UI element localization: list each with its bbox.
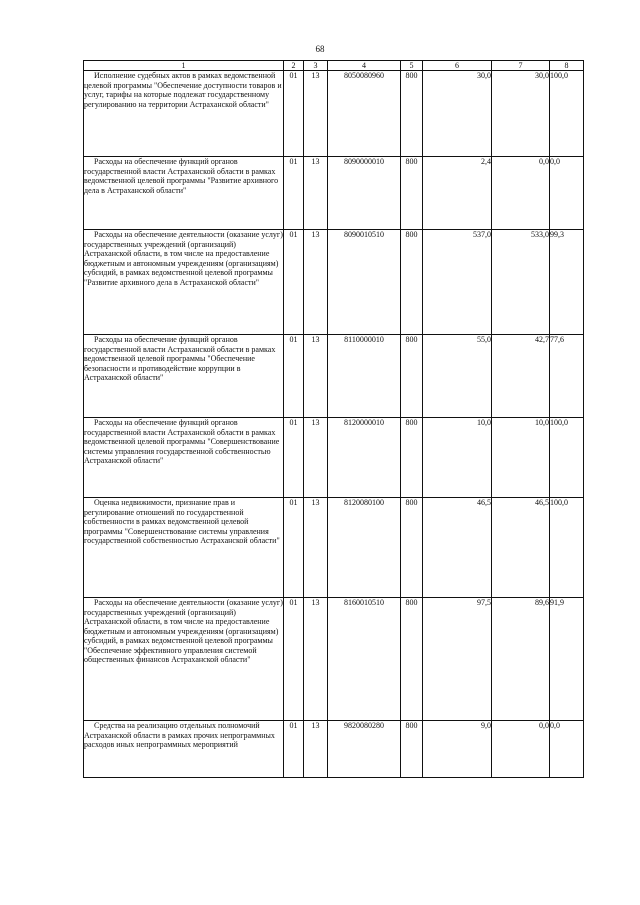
column-header: 6 xyxy=(423,61,492,71)
executed-amount: 46,5 xyxy=(492,498,550,598)
subsection-code: 13 xyxy=(304,335,328,418)
target-article-code: 8120080100 xyxy=(328,498,401,598)
page-number: 68 xyxy=(315,44,325,54)
planned-amount: 55,0 xyxy=(423,335,492,418)
section-code: 01 xyxy=(284,721,304,778)
column-header: 7 xyxy=(492,61,550,71)
execution-percent: 100,0 xyxy=(550,498,584,598)
row-description: Расходы на обеспечение функций органов государственной власти Астраханской области в рамках ведомственной целевой программы "Совершенствование системы управления государственной собственностью Астраханской области" xyxy=(84,418,284,498)
column-header: 8 xyxy=(550,61,584,71)
subsection-code: 13 xyxy=(304,157,328,230)
expense-type-code: 800 xyxy=(401,721,423,778)
table-row xyxy=(84,335,584,418)
planned-amount: 46,5 xyxy=(423,498,492,598)
table-row xyxy=(84,418,584,498)
expense-type-code: 800 xyxy=(401,498,423,598)
expense-type-code: 800 xyxy=(401,71,423,157)
column-header: 3 xyxy=(304,61,328,71)
execution-percent: 100,0 xyxy=(550,71,584,157)
section-code: 01 xyxy=(284,157,304,230)
subsection-code: 13 xyxy=(304,71,328,157)
section-code: 01 xyxy=(284,71,304,157)
execution-percent: 91,9 xyxy=(550,598,584,721)
executed-amount: 0,0 xyxy=(492,157,550,230)
executed-amount: 42,7 xyxy=(492,335,550,418)
row-description: Исполнение судебных актов в рамках ведомственной целевой программы "Обеспечение доступности товаров и услуг, тарифы на которые подлежат государственному регулированию на территории Астраханской области" xyxy=(84,71,284,157)
target-article-code: 8090010510 xyxy=(328,230,401,335)
expense-type-code: 800 xyxy=(401,335,423,418)
table-row xyxy=(84,498,584,598)
planned-amount: 30,0 xyxy=(423,71,492,157)
column-header: 4 xyxy=(328,61,401,71)
column-header: 2 xyxy=(284,61,304,71)
target-article-code: 8110000010 xyxy=(328,335,401,418)
executed-amount: 0,0 xyxy=(492,721,550,778)
column-header: 1 xyxy=(84,61,284,71)
target-article-code: 9820080280 xyxy=(328,721,401,778)
column-header: 5 xyxy=(401,61,423,71)
planned-amount: 537,0 xyxy=(423,230,492,335)
section-code: 01 xyxy=(284,498,304,598)
subsection-code: 13 xyxy=(304,598,328,721)
row-description: Средства на реализацию отдельных полномочий Астраханской области в рамках прочих непрограммных расходов иных непрограммных мероприятий xyxy=(84,721,284,778)
executed-amount: 30,0 xyxy=(492,71,550,157)
executed-amount: 89,6 xyxy=(492,598,550,721)
execution-percent: 0,0 xyxy=(550,157,584,230)
subsection-code: 13 xyxy=(304,418,328,498)
section-code: 01 xyxy=(284,418,304,498)
subsection-code: 13 xyxy=(304,230,328,335)
execution-percent: 77,6 xyxy=(550,335,584,418)
section-code: 01 xyxy=(284,335,304,418)
table-row xyxy=(84,598,584,721)
row-description: Расходы на обеспечение функций органов государственной власти Астраханской области в рамках ведомственной целевой программы "Обеспечение безопасности и противодействие коррупции в Астраханской области" xyxy=(84,335,284,418)
table-row xyxy=(84,157,584,230)
execution-percent: 99,3 xyxy=(550,230,584,335)
planned-amount: 10,0 xyxy=(423,418,492,498)
row-description: Расходы на обеспечение деятельности (оказание услуг) государственных учреждений (организаций) Астраханской области, в том числе на предоставление бюджетным и автономным учреждениям (организациям) субсидий, в рамках ведомственной целевой программы "Обеспечение эффективного управления системой общественных финансов Астраханской области" xyxy=(84,598,284,721)
section-code: 01 xyxy=(284,598,304,721)
header-row xyxy=(84,61,584,71)
subsection-code: 13 xyxy=(304,721,328,778)
target-article-code: 8120000010 xyxy=(328,418,401,498)
target-article-code: 8160010510 xyxy=(328,598,401,721)
executed-amount: 10,0 xyxy=(492,418,550,498)
execution-percent: 0,0 xyxy=(550,721,584,778)
table-row xyxy=(84,71,584,157)
subsection-code: 13 xyxy=(304,498,328,598)
planned-amount: 97,5 xyxy=(423,598,492,721)
table-row xyxy=(84,721,584,778)
target-article-code: 8090000010 xyxy=(328,157,401,230)
target-article-code: 8050080960 xyxy=(328,71,401,157)
section-code: 01 xyxy=(284,230,304,335)
expense-type-code: 800 xyxy=(401,230,423,335)
row-description: Расходы на обеспечение функций органов государственной власти Астраханской области в рамках ведомственной целевой программы "Развитие архивного дела в Астраханской области" xyxy=(84,157,284,230)
executed-amount: 533,0 xyxy=(492,230,550,335)
expense-type-code: 800 xyxy=(401,157,423,230)
row-description: Расходы на обеспечение деятельности (оказание услуг) государственных учреждений (организаций) Астраханской области, в том числе на предоставление бюджетным и автономным учреждениям (организациям) субсидий, в рамках ведомственной целевой программы "Развитие архивного дела в Астраханской области" xyxy=(84,230,284,335)
table-row xyxy=(84,230,584,335)
budget-table xyxy=(83,60,584,778)
expense-type-code: 800 xyxy=(401,418,423,498)
planned-amount: 9,0 xyxy=(423,721,492,778)
execution-percent: 100,0 xyxy=(550,418,584,498)
planned-amount: 2,4 xyxy=(423,157,492,230)
expense-type-code: 800 xyxy=(401,598,423,721)
row-description: Оценка недвижимости, признание прав и регулирование отношений по государственной собственности в рамках ведомственной целевой программы "Совершенствование системы управления государственной собственностью Астраханской области" xyxy=(84,498,284,598)
